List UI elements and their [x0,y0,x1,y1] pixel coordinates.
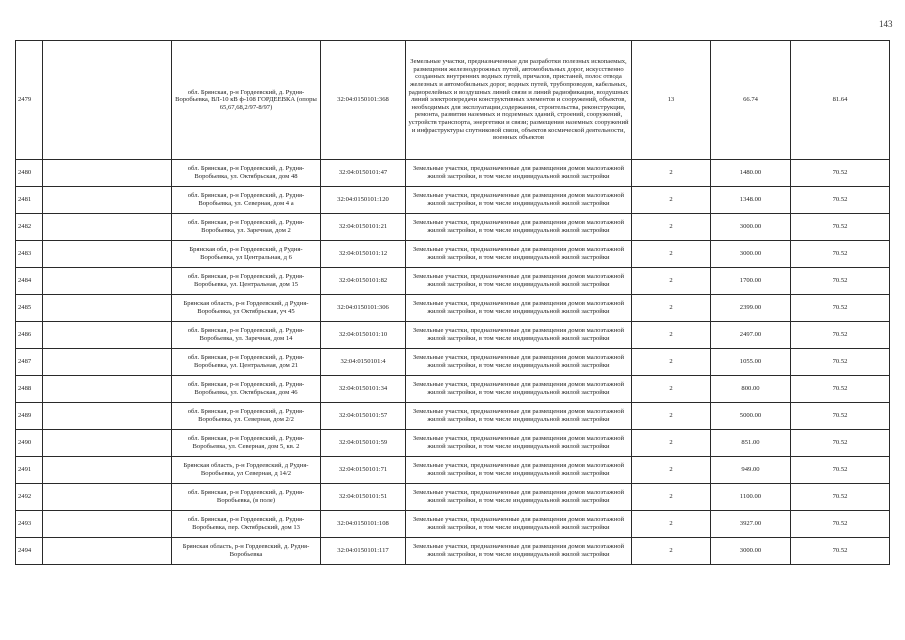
rate-cell: 70.52 [791,484,890,511]
row-number: 2491 [16,457,43,484]
category-cell: 2 [632,160,711,187]
cadastral-number-cell: 32:04:0150101:120 [321,187,406,214]
permitted-use-cell: Земельные участки, предназначенные для размещения домов малоэтажной жилой застройки, в том числе индивидуальной жилой застройки [406,484,632,511]
permitted-use-cell: Земельные участки, предназначенные для размещения домов малоэтажной жилой застройки, в том числе индивидуальной жилой застройки [406,241,632,268]
cadastral-number-cell: 32:04:0150101:34 [321,376,406,403]
cadastral-number-cell: 32:04:0150101:368 [321,41,406,160]
category-cell: 2 [632,430,711,457]
area-cell: 1055.00 [711,349,791,376]
cadastral-number-cell: 32:04:0150101:10 [321,322,406,349]
category-cell: 2 [632,295,711,322]
address-cell: обл. Брянская, р-н Гордеевский, д. Рудня-Воробьевка, ул. Заречная, дом 2 [172,214,321,241]
category-cell: 2 [632,322,711,349]
table-row [16,349,890,376]
cadastral-number-cell: 32:04:0150101:306 [321,295,406,322]
address-cell: обл. Брянская, р-н Гордеевский, д. Рудня-Воробьевка, ул. Центральная, дом 15 [172,268,321,295]
category-cell: 2 [632,349,711,376]
area-cell: 2399.00 [711,295,791,322]
permitted-use-cell: Земельные участки, предназначенные для размещения домов малоэтажной жилой застройки, в том числе индивидуальной жилой застройки [406,187,632,214]
row-number: 2480 [16,160,43,187]
rate-cell: 70.52 [791,241,890,268]
rate-cell: 70.52 [791,376,890,403]
category-cell: 2 [632,511,711,538]
row-number: 2489 [16,403,43,430]
permitted-use-cell: Земельные участки, предназначенные для размещения домов малоэтажной жилой застройки, в том числе индивидуальной жилой застройки [406,511,632,538]
rate-cell: 81.64 [791,41,890,160]
area-cell: 3000.00 [711,538,791,565]
address-cell: обл. Брянская, р-н Гордеевский, д. Рудня-Воробьевка, ул. Северная, дом 2/2 [172,403,321,430]
row-number: 2485 [16,295,43,322]
table-row [16,214,890,241]
permitted-use-cell: Земельные участки, предназначенные для размещения домов малоэтажной жилой застройки, в том числе индивидуальной жилой застройки [406,457,632,484]
row-number: 2481 [16,187,43,214]
cadastral-number-cell: 32:04:0150101:51 [321,484,406,511]
address-cell: Брянская обл, р-н Гордеевский, д Рудня-Воробьевка, ул Центральная, д 6 [172,241,321,268]
row-number: 2492 [16,484,43,511]
cadastral-number-cell: 32:04:0150101:57 [321,403,406,430]
row-number: 2483 [16,241,43,268]
cadastral-number-cell: 32:04:0150101:21 [321,214,406,241]
category-cell: 2 [632,403,711,430]
address-cell: обл. Брянская, р-н Гордеевский, д. Рудня-Воробьевка, ул. Заречная, дом 14 [172,322,321,349]
permitted-use-cell: Земельные участки, предназначенные для размещения домов малоэтажной жилой застройки, в том числе индивидуальной жилой застройки [406,268,632,295]
category-cell: 2 [632,376,711,403]
address-cell: обл. Брянская, р-н Гордеевский, д. Рудня-Воробьевка, ул. Октябрьская, дом 48 [172,160,321,187]
permitted-use-cell: Земельные участки, предназначенные для размещения домов малоэтажной жилой застройки, в том числе индивидуальной жилой застройки [406,295,632,322]
category-cell: 2 [632,187,711,214]
cadastral-number-cell: 32:04:0150101:71 [321,457,406,484]
rate-cell: 70.52 [791,268,890,295]
address-cell: обл. Брянская, р-н Гордеевский, д. Рудня-Воробьевка, ул. Северная, дом 4 а [172,187,321,214]
cadastral-number-cell: 32:04:0150101:59 [321,430,406,457]
address-cell: Брянская область, р-н Гордеевский, д. Рудня-Воробьевка [172,538,321,565]
category-cell: 2 [632,538,711,565]
address-cell: обл. Брянская, р-н Гордеевский, д. Рудня-Воробьевка, ул. Северная, дом 5, кв. 2 [172,430,321,457]
row-number: 2479 [16,41,43,160]
permitted-use-cell: Земельные участки, предназначенные для размещения домов малоэтажной жилой застройки, в том числе индивидуальной жилой застройки [406,376,632,403]
table-row [16,268,890,295]
land-register-table [15,40,890,565]
permitted-use-cell: Земельные участки, предназначенные для размещения домов малоэтажной жилой застройки, в том числе индивидуальной жилой застройки [406,403,632,430]
area-cell: 851.00 [711,430,791,457]
table-row [16,41,890,160]
cadastral-number-cell: 32:04:0150101:108 [321,511,406,538]
category-cell: 2 [632,241,711,268]
row-number: 2494 [16,538,43,565]
address-cell: обл. Брянская, р-н Гордеевский, д. Рудня-Воробьевка, ул. Центральная, дом 21 [172,349,321,376]
table-row [16,538,890,565]
permitted-use-cell: Земельные участки, предназначенные для размещения домов малоэтажной жилой застройки, в том числе индивидуальной жилой застройки [406,322,632,349]
table-row [16,511,890,538]
category-cell: 13 [632,41,711,160]
table-row [16,376,890,403]
table-row [16,457,890,484]
permitted-use-cell: Земельные участки, предназначенные для размещения домов малоэтажной жилой застройки, в том числе индивидуальной жилой застройки [406,214,632,241]
area-cell: 800.00 [711,376,791,403]
permitted-use-cell: Земельные участки, предназначенные для размещения домов малоэтажной жилой застройки, в том числе индивидуальной жилой застройки [406,430,632,457]
area-cell: 1700.00 [711,268,791,295]
area-cell: 949.00 [711,457,791,484]
cadastral-number-cell: 32:04:0150101:117 [321,538,406,565]
rate-cell: 70.52 [791,349,890,376]
cadastral-number-cell: 32:04:0150101:12 [321,241,406,268]
rate-cell: 70.52 [791,430,890,457]
address-cell: обл. Брянская, р-н Гордеевский, д. Рудня-Воробьевка, пер. Октябрьский, дом 13 [172,511,321,538]
permitted-use-cell: Земельные участки, предназначенные для размещения домов малоэтажной жилой застройки, в том числе индивидуальной жилой застройки [406,160,632,187]
address-cell: обл. Брянская, р-н Гордеевский, д. Рудня-Воробьевка, ул. Октябрьская, дом 46 [172,376,321,403]
rate-cell: 70.52 [791,511,890,538]
category-cell: 2 [632,214,711,241]
permitted-use-cell: Земельные участки, предназначенные для размещения домов малоэтажной жилой застройки, в том числе индивидуальной жилой застройки [406,538,632,565]
area-cell: 1480.00 [711,160,791,187]
cadastral-number-cell: 32:04:0150101:4 [321,349,406,376]
rate-cell: 70.52 [791,403,890,430]
category-cell: 2 [632,268,711,295]
area-cell: 1100.00 [711,484,791,511]
address-cell: Брянская область, р-н Гордеевский, д Рудня-Воробьевка, ул Северная, д 14/2 [172,457,321,484]
table-row [16,430,890,457]
area-cell: 3000.00 [711,241,791,268]
area-cell: 5000.00 [711,403,791,430]
table-row [16,322,890,349]
address-cell: обл. Брянская, р-н Гордеевский, д. Рудня-Воробьевка, (в поле) [172,484,321,511]
permitted-use-cell: Земельные участки, предназначенные для размещения домов малоэтажной жилой застройки, в том числе индивидуальной жилой застройки [406,349,632,376]
rate-cell: 70.52 [791,187,890,214]
rate-cell: 70.52 [791,160,890,187]
page-number: 143 [879,19,893,29]
row-number: 2493 [16,511,43,538]
address-cell: Брянская область, р-н Гордеевский, д Рудня-Воробьевка, ул Октябрьская, уч 45 [172,295,321,322]
row-number: 2490 [16,430,43,457]
rate-cell: 70.52 [791,457,890,484]
table-row [16,241,890,268]
table-row [16,295,890,322]
area-cell: 66.74 [711,41,791,160]
rate-cell: 70.52 [791,214,890,241]
row-number: 2482 [16,214,43,241]
area-cell: 2497.00 [711,322,791,349]
table-row [16,160,890,187]
row-number: 2487 [16,349,43,376]
area-cell: 1348.00 [711,187,791,214]
category-cell: 2 [632,484,711,511]
cadastral-number-cell: 32:04:0150101:82 [321,268,406,295]
area-cell: 3000.00 [711,214,791,241]
table-row [16,403,890,430]
area-cell: 3927.00 [711,511,791,538]
rate-cell: 70.52 [791,538,890,565]
permitted-use-cell: Земельные участки, предназначенные для разработки полезных ископаемых, размещения железнодорожных путей, автомобильных дорог, искусственно созданных внутренних водных путей, причалов, пристаней, полос отвода железных и автомобильных дорог, водных путей, трубопроводов, кабельных, радиорелейных и воздушных линий связи и линий радиофикации, воздушных линий электропередачи конструктивных элементов и сооружений, объектов, необходимых для эксплуатации,содержания, строительства, реконструкции, ремонта, развития наземных и подземных зданий, строений, сооружений, устройств транспорта, энергетики и связи; размещения наземных сооружений и инфраструктуры спутниковой связи, объектов космической деятельности, военных объектов [406,41,632,160]
table-row [16,484,890,511]
table-row [16,187,890,214]
row-number: 2488 [16,376,43,403]
cadastral-number-cell: 32:04:0150101:47 [321,160,406,187]
row-number: 2486 [16,322,43,349]
rate-cell: 70.52 [791,322,890,349]
category-cell: 2 [632,457,711,484]
row-number: 2484 [16,268,43,295]
rate-cell: 70.52 [791,295,890,322]
address-cell: обл. Брянская, р-н Гордеевский, д. Рудня-Воробьевка, ВЛ-10 кВ ф-108 ГОРДЕЕВКА (опоры 65,67,68,2/97-8/97) [172,41,321,160]
